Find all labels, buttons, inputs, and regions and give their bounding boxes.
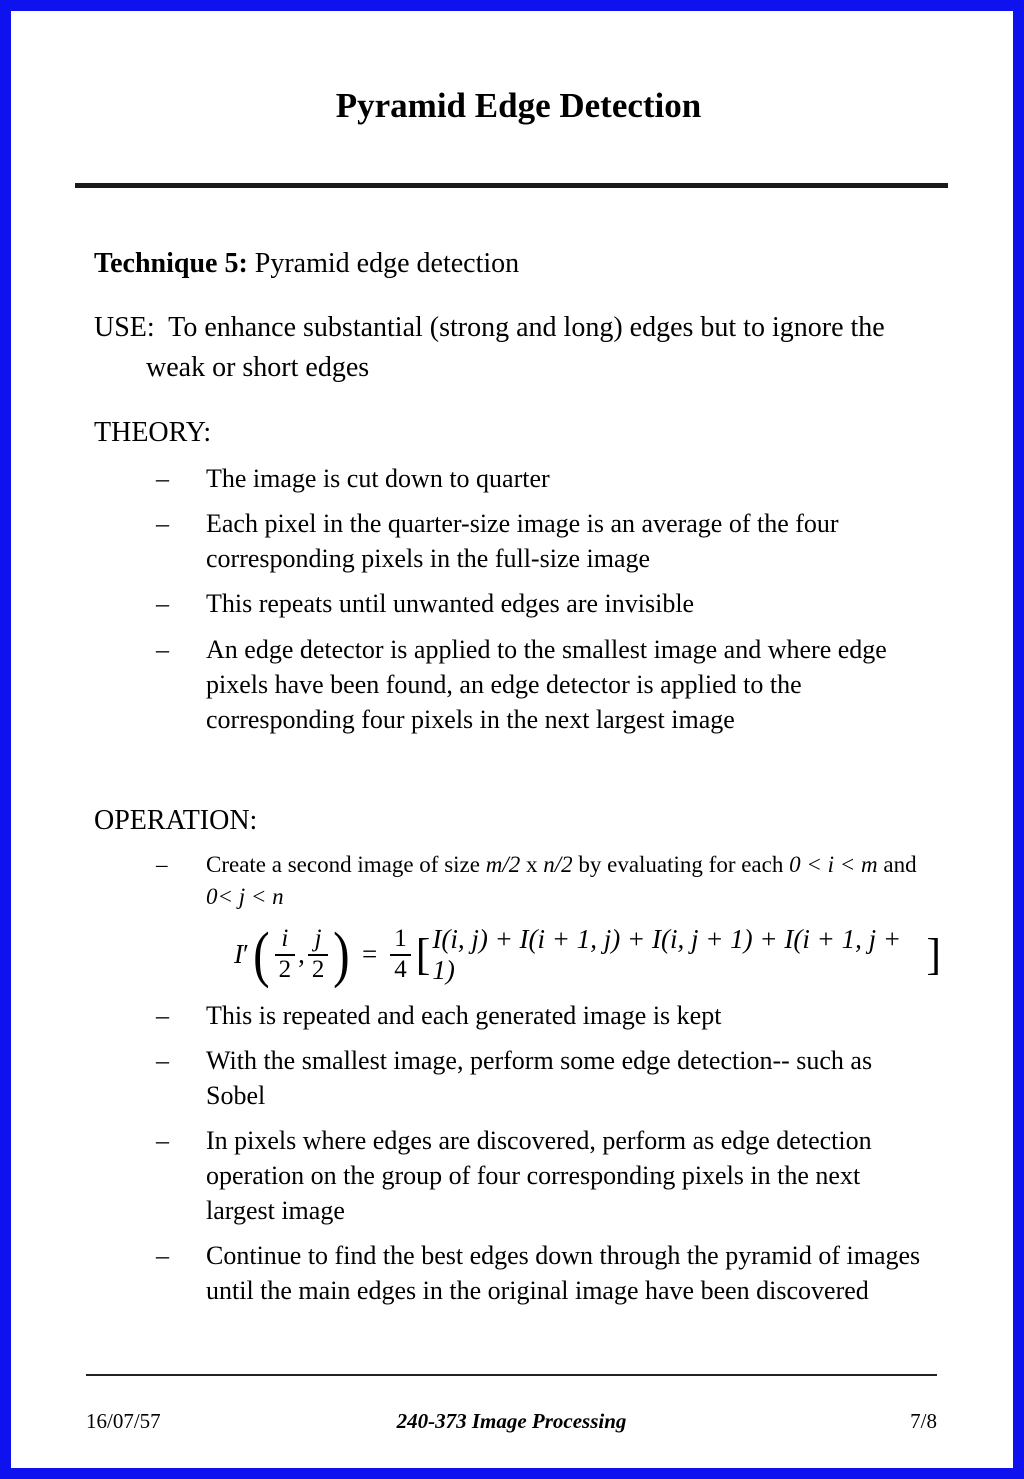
- operation-heading: OPERATION:: [94, 804, 258, 836]
- slide-content: [11, 11, 1013, 1308]
- list-item: [156, 998, 943, 1033]
- footer-divider: [86, 1374, 937, 1376]
- condition-i: 0 < i < m: [789, 852, 878, 878]
- condition-j: 0< j < n: [206, 884, 284, 910]
- footer: [86, 1409, 937, 1434]
- technique-text: Pyramid edge detection: [247, 248, 520, 279]
- slide-title: Pyramid Edge Detection: [335, 86, 702, 125]
- footer-date: 16/07/57: [86, 1409, 161, 1433]
- theory-heading: THEORY:: [94, 416, 212, 448]
- formula-body: I(i, j) + I(i + 1, j) + I(i, j + 1) + I(i + 1, j + 1): [432, 923, 908, 985]
- formula-I: I: [234, 939, 243, 970]
- var-n2: n/2: [543, 852, 573, 878]
- list-item-text: Continue to find the best edges down through the pyramid of images until the main edges in the original image have been discovered: [206, 1241, 927, 1306]
- create-text-3: by evaluating for each: [572, 852, 790, 878]
- list-item-text: An edge detector is applied to the smallest image and where edge pixels have been found, an edge detector is applied to the corresponding four pixels in the next largest image: [206, 634, 894, 734]
- list-item: [156, 632, 943, 737]
- list-item: [156, 461, 943, 496]
- list-item-text: This repeats until unwanted edges are invisible: [206, 589, 695, 619]
- create-text-2: x: [520, 852, 544, 878]
- dash-bullet: –: [156, 1125, 169, 1155]
- list-item: [156, 586, 943, 621]
- dash-bullet: –: [156, 509, 169, 539]
- theory-list: [94, 461, 943, 737]
- list-item-text: [206, 849, 943, 913]
- list-item-text: Each pixel in the quarter-size image is an average of the four corresponding pixels in the full-size image: [206, 509, 846, 574]
- dash-bullet: –: [156, 852, 168, 878]
- technique-line: [94, 246, 943, 282]
- list-item-text: In pixels where edges are discovered, perform as edge detection operation on the group of four corresponding pixels in the next largest image: [206, 1125, 879, 1226]
- create-text-1: Create a second image of size: [206, 852, 486, 878]
- dash-bullet: –: [156, 1241, 169, 1271]
- dash-bullet: –: [156, 634, 169, 664]
- use-paragraph: USE: To enhance substantial (strong and long) edges but to ignore the weak or short edges: [94, 312, 892, 383]
- list-item-text: With the smallest image, perform some edge detection-- such as Sobel: [206, 1045, 879, 1110]
- list-item: [156, 1043, 943, 1113]
- dash-bullet: –: [156, 1000, 169, 1030]
- formula-equals: =: [361, 939, 378, 970]
- create-text-4: and: [877, 852, 929, 878]
- list-item-text: The image is cut down to quarter: [206, 464, 550, 494]
- footer-page-number: 7/8: [910, 1409, 938, 1433]
- list-item: [156, 1123, 943, 1228]
- formula-comma: ,: [298, 939, 305, 970]
- fraction-i-over-2: $\frac{i}{2}$: [275, 925, 296, 985]
- dash-bullet: –: [156, 1045, 169, 1075]
- footer-course: 240-373 Image Processing: [396, 1409, 627, 1433]
- dash-bullet: –: [156, 589, 169, 619]
- title-divider: [75, 183, 948, 188]
- list-item: [156, 1238, 943, 1308]
- fraction-j-over-2: $\frac{j}{2}$: [308, 925, 329, 985]
- operation-list: [94, 849, 943, 1308]
- formula-prime: ′: [243, 939, 249, 970]
- list-item: [156, 849, 943, 913]
- technique-label: Technique 5:: [94, 248, 248, 279]
- averaging-formula: I ′ ( $\frac{i}{2}$ , $\frac{j}{2}$ ) = $\frac{1}{4}$ [ I(i, j) + I(i + 1, j) + I(i, j + 1) + I(i + 1, j + 1) ]: [234, 920, 941, 989]
- fraction-1-over-4: $\frac{1}{4}$: [390, 925, 411, 985]
- dash-bullet: –: [156, 464, 169, 494]
- list-item: [156, 506, 943, 576]
- var-m2: m/2: [485, 852, 521, 878]
- list-item-text: This is repeated and each generated image is kept: [206, 1000, 722, 1030]
